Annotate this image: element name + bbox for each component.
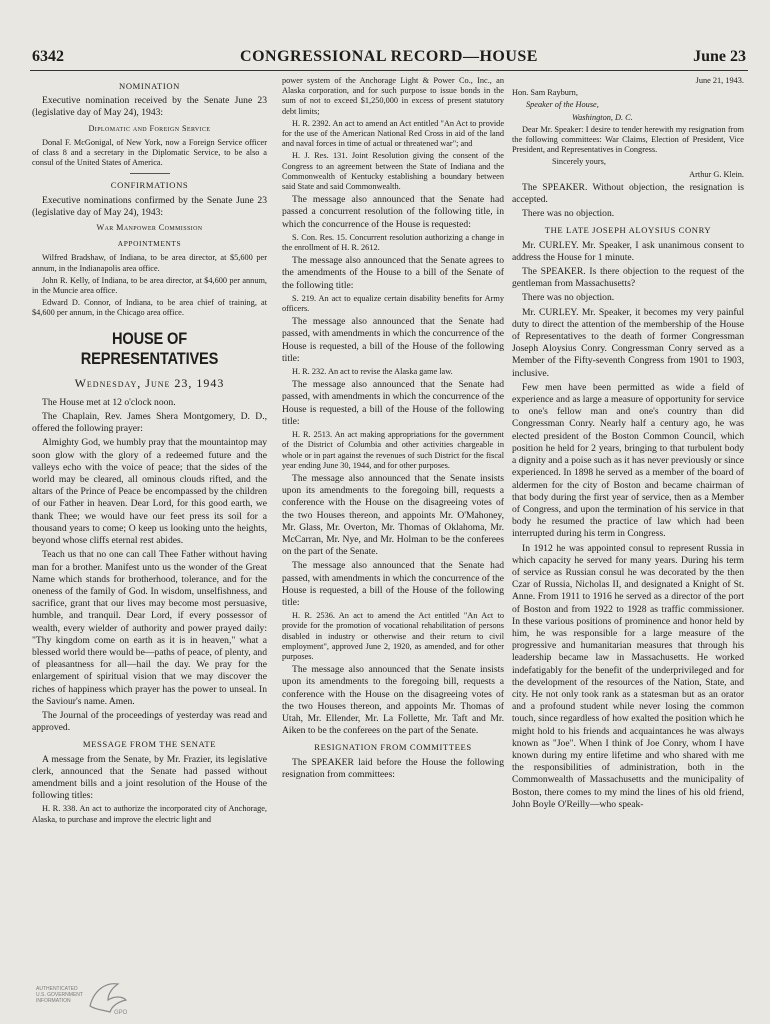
- paragraph: Executive nomination received by the Senate June 23 (legislative day of May 24), 1943:: [32, 95, 267, 119]
- bill-entry: H. R. 2513. An act making appropriations for the government of the District of Columbia and other activities chargeable in whole or in part against the revenues of such District for the fiscal year ending June 30, 1944, and for other purposes.: [282, 430, 504, 470]
- bill-entry: H. J. Res. 131. Joint Resolution giving the consent of the Congress to an agreement between the State of Indiana and the Commonwealth of Kentucky establishing a boundary between said State and said Commonwealth.: [282, 151, 504, 192]
- bill-entry: H. R. 232. An act to revise the Alaska game law.: [292, 367, 453, 377]
- letter-address: Washington, D. C.: [572, 112, 633, 122]
- paragraph: The message also announced that the Senate insists upon its amendments to the foregoing bill, requests a conference with the House on the disagreeing votes of the two Houses thereon, and appoints Mr. Thomas of Utah, Mr. Ellender, Mr. La Follette, Mr. Taft and Mr. Aiken to be the conferees on the part of the Senate.: [282, 664, 504, 737]
- paragraph: Edward D. Connor, of Indiana, to be area chief of training, at $4,600 per annum, in the Chicago area office.: [32, 298, 267, 318]
- letter-address: Speaker of the House,: [526, 100, 599, 110]
- subheading: Diplomatic and Foreign Service: [88, 123, 211, 133]
- publication-title: CONGRESSIONAL RECORD—HOUSE: [240, 48, 538, 65]
- seal-line: AUTHENTICATED: [36, 986, 78, 992]
- eagle-seal-icon: [84, 976, 132, 1016]
- gpo-authentication-seal: [36, 976, 136, 1018]
- paragraph: In 1912 he was appointed consul to represent Russia in which capacity he served for many years. During his term of service as Russian consul he was decorated by the then Czar of Russia, Nicholas II, and designated a Knight of St. Anne. From 1911 to 1916 he served as a director of the port of Boston and from 1922 to 1928 as traffic commissioner. In these various positions of prominence and honor held by him, he was responsible for a large measure of the progressive and humanitarian measures that through his leadership became law in Massachusetts. He worked indefatigably for the benefit of the underprivileged and for the development of the resources of the Nation, State, and city. He not only took rank as a statesman but as an orator and a profound student while never losing the common touch, since regardless of how exalted the position which he might hold to his friends and acquaintances he was always known as "Joe". When I think of Joe Conry, whom I have known during my entire lifetime and who shared with me the responsibilities of administration, both in the Commonwealth of Massachusetts and the municipality of Boston, there comes to my mind the lines of his old friend, John Boyle O'Reilly—who speak-: [512, 542, 744, 810]
- paragraph: The message also announced that the Senate had passed, with amendments in which the concurrence of the House is requested, a bill of the House of the following title:: [282, 316, 504, 364]
- letter-signer: Arthur G. Klein.: [689, 169, 744, 179]
- column-1: [32, 76, 267, 1016]
- paragraph: Donal F. McGonigal, of New York, now a Foreign Service officer of class 8 and a secretary in the Diplomatic Service, to be also a consul of the United States of America.: [32, 137, 267, 168]
- letter-closing: Sincerely yours,: [552, 157, 606, 167]
- paragraph: Wilfred Bradshaw, of Indiana, to be area director, at $5,600 per annum, in the Indianapolis area office.: [32, 253, 267, 273]
- paragraph: Mr. CURLEY. Mr. Speaker, it becomes my very painful duty to direct the attention of the membership of the House of Representatives to the death of former Congressman Joseph Aloysius Conry. Congressman Conry served as a Member of the Fifty-seventh Congress from 1901 to 1903, inclusive.: [512, 306, 744, 379]
- seal-line: U.S. GOVERNMENT: [36, 992, 83, 998]
- paragraph: Executive nominations confirmed by the Senate June 23 (legislative day of May 24), 1943:: [32, 194, 267, 218]
- paragraph: The message also announced that the Senate insists upon its amendments to the foregoing bill, requests a conference with the House on the disagreeing votes of the two Houses thereon, and appoints Mr. O'Mahoney, Mr. Glass, Mr. Overton, Mr. Thomas of Oklahoma, Mr. McCarran, Mr. Nye, and Mr. Holman to be the conferees on the part of the Senate.: [282, 472, 504, 558]
- section-heading-conry: THE LATE JOSEPH ALOYSIUS CONRY: [544, 225, 712, 236]
- paragraph: A message from the Senate, by Mr. Frazier, its legislative clerk, announced that the Senate had passed without amendment bills and a joint resolution of the House of the following titles:: [32, 753, 267, 802]
- paragraph: The Journal of the proceedings of yesterday was read and approved.: [32, 709, 267, 734]
- bill-entry: power system of the Anchorage Light & Power Co., Inc., an Alaska corporation, and for such purpose to issue bonds in the sum of not to exceed $1,250,000 in excess of present statutory debt limits;: [282, 76, 504, 116]
- session-date: Wednesday, June 23, 1943: [74, 375, 225, 390]
- bill-entry: H. R. 2392. An act to amend an Act entitled "An Act to provide for the use of the American National Red Cross in aid of the land and naval forces in time of actual or threatened war"; and: [282, 118, 504, 149]
- bill-entry: S. 219. An act to equalize certain disability benefits for Army officers.: [282, 293, 504, 314]
- paragraph: Few men have been permitted as wide a field of experience and as large a measure of opportunity for service to one's fellow man and one's country than did Congressman Conry. Nearly half a century ago, he was elected president of the Boston Common Council, which position he held for 2 years, bringing to that turbulent body a dignity and a poise such as it has never previously or since experienced. In 1898 he served as a member of the board of aldermen for the city of Boston and became chairman of that body during the first year of service, then as a Member of Congress, and upon the termination of his service in that body he resumed the practice of law which had been interrupted during his term in Congress.: [512, 381, 744, 540]
- prayer-paragraph: Almighty God, we humbly pray that the mountaintop may soon glow with the glory of a redeemed future and the valleys echo with the voice of peace; that the sides of the world may be cleared, all ominous clouds rifted, and the altars of the Prince of Peace be encompassed by the children of our Father in heaven. Dear Lord, for this good earth, we thank Thee; we would have our feet press its soil for a thousand years to come; O keep us looking unto the heights, beyond whose cliffs eternal rest abides.: [32, 437, 267, 547]
- paragraph: The message also announced that the Senate had passed, with amendments in which the concurrence of the House is requested, a bill of the House of the following title:: [282, 379, 504, 427]
- header-date: June 23: [693, 48, 746, 65]
- bill-entry: H. R. 338. An act to authorize the incorporated city of Anchorage, Alaska, to purchase and improve the electric light and: [32, 804, 267, 824]
- house-title: HOUSE OF REPRESENTATIVES: [80, 328, 219, 368]
- paragraph: The message also announced that the Senate had passed a concurrent resolution of the following title, in which the concurrence of the House is requested:: [282, 194, 504, 230]
- paragraph: The House met at 12 o'clock noon.: [42, 396, 176, 408]
- paragraph: There was no objection.: [522, 208, 615, 220]
- paragraph: John R. Kelly, of Indiana, to be area director, at $4,600 per annum, in the Muncie area office.: [32, 275, 267, 296]
- letter-address: Hon. Sam Rayburn,: [512, 88, 578, 98]
- prayer-paragraph: Teach us that no one can call Thee Father without having man for a brother. Manifest unto us the wonder of the Great Name which stands for brotherhood, tolerance, and for the oneness of the family of God. In wisdom, unselfishness, and sacrifice, grant that our lives may become most persuasive, humble, and tranquil. Dear Lord, if every possessor of wealth, every wielder of authority and power prayed daily: "Thy kingdom come on earth as it is in heaven," what a blessed world there would be—paths of peace, of plenty, and of pleasantness for all—hail the day. We pray for the enlargement of spiritual vision that we may discover the riches of happiness which prayer has the power to unseal. In the Saviour's name. Amen.: [32, 549, 267, 707]
- column-2: [282, 76, 504, 1016]
- paragraph: The SPEAKER laid before the House the following resignation from committees:: [282, 756, 504, 780]
- subheading: War Manpower Commission: [96, 223, 203, 233]
- column-3: [512, 76, 744, 1016]
- seal-mark-text: GPO: [114, 1010, 128, 1016]
- paragraph: The message also announced that the Senate agrees to the amendments of the House to a bill of the Senate of the following title:: [282, 255, 504, 291]
- seal-line: INFORMATION: [36, 998, 71, 1004]
- letter-date: June 21, 1943.: [695, 76, 744, 85]
- paragraph: Mr. CURLEY. Mr. Speaker, I ask unanimous consent to address the House for 1 minute.: [512, 239, 744, 263]
- section-heading-confirmations: CONFIRMATIONS: [110, 180, 189, 191]
- bill-entry: H. R. 2536. An act to amend the Act entitled "An Act to provide for the promotion of vocational rehabilitation of persons disabled in industry or otherwise and their return to civil employment", approved June 2, 1920, as amended, and for other purposes.: [282, 611, 504, 661]
- section-heading-message: MESSAGE FROM THE SENATE: [82, 739, 217, 750]
- paragraph: The message also announced that the Senate had passed, with amendments in which the concurrence of the House is requested, a bill of the House of the following title:: [282, 560, 504, 608]
- bill-entry: S. Con. Res. 15. Concurrent resolution authorizing a change in the enrollment of H. R. 2612.: [282, 232, 504, 253]
- letter-body: Dear Mr. Speaker: I desire to tender herewith my resignation from the following committees: War Claims, Election of President, Vice President, and Representatives in Congress.: [512, 124, 744, 155]
- section-heading-nomination: NOMINATION: [119, 81, 180, 91]
- paragraph: There was no objection.: [522, 292, 615, 304]
- page-number: 6342: [32, 48, 64, 65]
- paragraph: The SPEAKER. Without objection, the resignation is accepted.: [512, 181, 744, 206]
- page-header: [30, 48, 748, 71]
- section-heading-resignation: RESIGNATION FROM COMMITTEES: [314, 742, 472, 753]
- divider: [130, 173, 170, 174]
- paragraph: The SPEAKER. Is there objection to the request of the gentleman from Massachusetts?: [512, 266, 744, 290]
- subheading: APPOINTMENTS: [117, 239, 182, 249]
- paragraph: The Chaplain, Rev. James Shera Montgomery, D. D., offered the following prayer:: [32, 411, 267, 435]
